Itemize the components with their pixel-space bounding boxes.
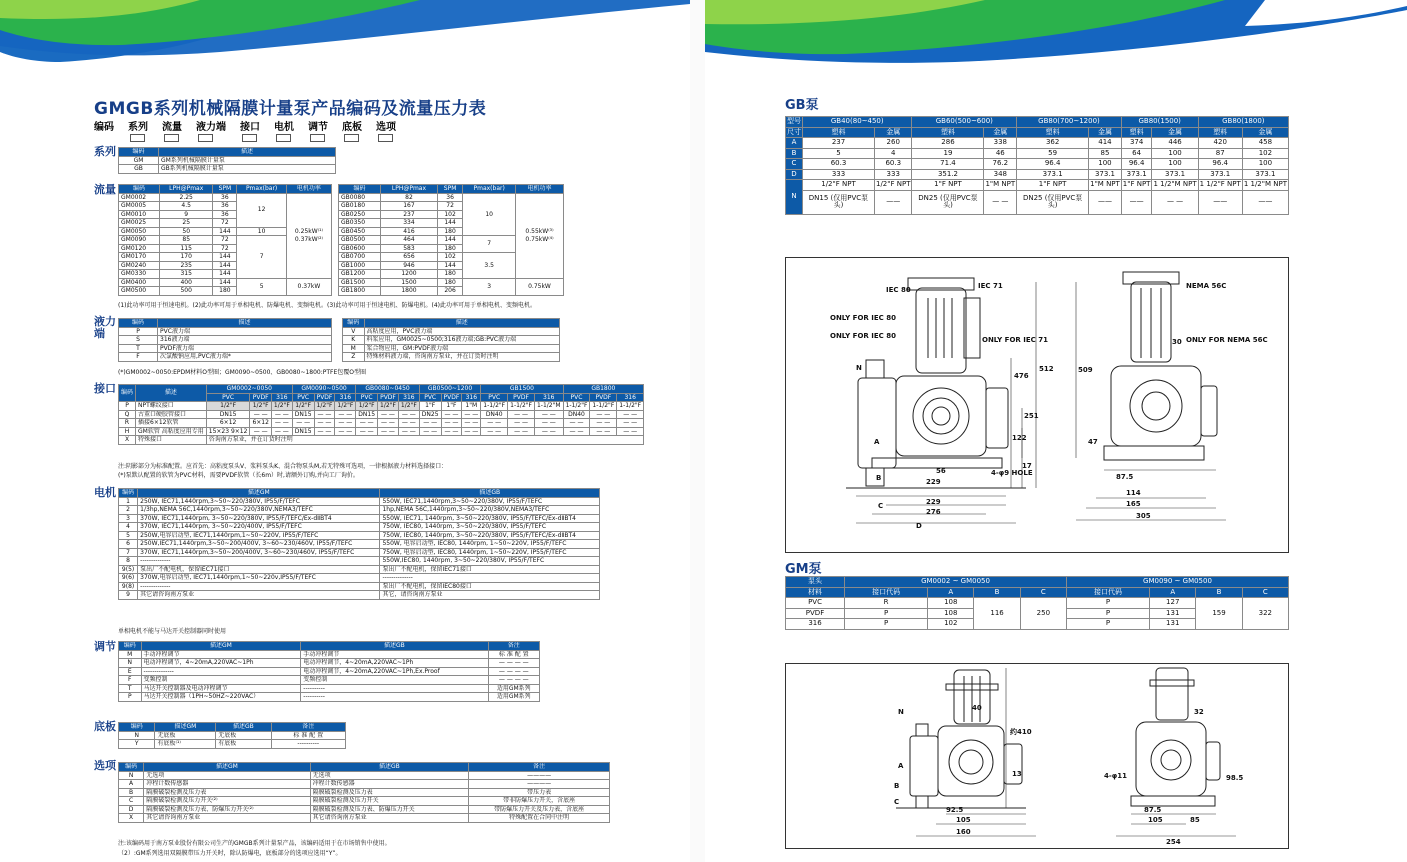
column-header: 描述GB	[310, 763, 469, 772]
gb-label-165: 165	[1126, 500, 1141, 508]
material-header: 金属	[875, 127, 912, 138]
column-subheader: PVC	[356, 393, 378, 402]
table-row	[339, 185, 564, 194]
header-banner	[0, 0, 690, 75]
footnote-2: （2）:GM系列选用双隔膜带压力开关时，除认防爆电，底板部分的选项应选用“Y”。	[118, 850, 342, 857]
flow-note: (1)此功率可用于恒速电机。(2)此功率可用于单相电机、防爆电机、变频电机。(3)此功率可用于恒速电机、防爆电机。(4)此功率可用于单相电机、变频电机。	[118, 302, 536, 309]
table-row	[119, 489, 600, 498]
header-banner-right	[705, 0, 1407, 75]
column-subheader: PVDF	[590, 393, 617, 402]
gb-dimension-table	[785, 116, 1289, 215]
column-header: 描述GM	[144, 763, 310, 772]
column-header: SPM	[437, 185, 463, 194]
table-row: B 隔膜破裂检测及压力表 隔膜破裂检测及压力表 带压力表	[119, 788, 610, 797]
column-header: 编码	[343, 319, 365, 328]
motor-table	[118, 488, 600, 600]
gb-label-229a: 229	[926, 478, 941, 486]
table-row: GB1800 1800 206	[339, 287, 564, 296]
model-header: GB80(1500)	[1121, 117, 1198, 128]
gb-label-only-iec71: ONLY FOR IEC 71	[982, 336, 1048, 344]
column-header: 描述GM	[138, 489, 380, 498]
table-row: P PVC液力端	[119, 327, 332, 336]
table-row: T PVDF液力端	[119, 344, 332, 353]
table-row: 6 250W,IEC71,1440rpm,3~50~200/400V, 3~60~230/460V, IP55/F/TEFC 550W, 电容启动型, IEC80, 1440rpm, 1~50~220V, IP55/F/TEFC	[119, 540, 600, 549]
gb-dimension-drawing	[785, 257, 1289, 553]
column-header: SPM	[213, 185, 237, 194]
material-header: 塑料	[803, 127, 875, 138]
table-row: 3 370W, IEC71,1440rpm, 3~50~220/380V, IP55/F/TEFC/Ex-dⅡBT4 550W, IEC71, 1440rpm, 3~50~220/380V, IP55/F/TEFC/Ex-dⅡBT4	[119, 514, 600, 523]
material-header: 金属	[984, 127, 1017, 138]
table-row: GB0350 334 144	[339, 219, 564, 228]
gm-label-85: 85	[1190, 816, 1200, 824]
column-header: C	[1242, 587, 1288, 598]
table-row: GB1200 1200 180	[339, 270, 564, 279]
gb-label-476: 476	[1014, 372, 1029, 380]
table-row: 8 -------------- 550W,IEC80, 1440rpm, 3~50~220/380V, IP55/F/TEFC	[119, 557, 600, 566]
base-table	[118, 722, 346, 749]
column-header: 编码	[339, 185, 381, 194]
table-row: N 电动冲程调节，4~20mA,220VAC~1Ph 电动冲程调节，4~20mA,220VAC~1Ph — — — —	[119, 659, 540, 668]
page-title: GMGB系列机械隔膜计量泵产品编码及流量压力表	[94, 99, 487, 119]
column-header: GB1800	[563, 385, 644, 394]
gm-drawing-svg	[786, 664, 1288, 848]
column-header: 备注	[271, 723, 345, 732]
column-header: C	[1020, 587, 1066, 598]
column-subheader: PVC	[419, 393, 441, 402]
gm-label-n: N	[898, 708, 904, 716]
column-header: GB0500~1200	[419, 385, 480, 394]
table-row: 9(8) -------------- 泵出厂不配电机，保留IEC80接口	[119, 582, 600, 591]
table-row: D 333 333 351.2 348 373.1 373.1 373.1 373.1 373.1 373.1	[786, 169, 1289, 180]
code-label: 编码	[94, 122, 114, 133]
code-series: 系列	[128, 118, 148, 144]
column-header: 描述	[364, 319, 559, 328]
table-row: 5 250W,电容启动型, IEC71,1440rpm,1~50~220V, IP55/F/TEFC 750W, IEC80, 1440rpm, 3~50~220/380V, IP55/F/TEFC/Ex-dⅡBT4	[119, 531, 600, 540]
column-header: B	[1196, 587, 1242, 598]
right-page	[705, 0, 1407, 862]
model-header: GB60(500~600)	[912, 117, 1017, 128]
column-header: A	[1150, 587, 1196, 598]
section-control: 调节	[94, 640, 116, 653]
gb-label-30: 30	[1172, 338, 1182, 346]
gb-label-only-iec80-1: ONLY FOR IEC 80	[830, 314, 896, 322]
gb-label-229b: 229	[926, 498, 941, 506]
column-header: 描述GB	[380, 489, 600, 498]
gb-label-nema: NEMA 56C	[1186, 282, 1227, 290]
material-header: 塑料	[1198, 127, 1242, 138]
column-subheader: PVC	[481, 393, 508, 402]
gm-label-hole: 4-φ11	[1104, 772, 1127, 780]
gm-label-410: 约410	[1010, 728, 1032, 736]
table-row: H GM软管 高粘度应用专用 15×23 9×12 — — — — DN15 — — — — — — — — — — — — — — — — — — — — — — — — — — — —	[119, 427, 644, 436]
table-row: S 316液力端	[119, 336, 332, 345]
motor-note: 单相电机不能与马达开关控制器同时使用	[118, 628, 227, 635]
column-header: 泵头	[786, 577, 845, 588]
column-header: 备注	[469, 763, 610, 772]
table-row: M 浆合物应用，GM:PVDF液力端	[343, 344, 560, 353]
column-header: 编码	[119, 319, 158, 328]
table-row: F 变频控制 变频控制 — — — —	[119, 676, 540, 685]
column-header: 编码	[119, 763, 144, 772]
gm-label-13: 13	[1012, 770, 1022, 778]
gb-label-17: 17	[1022, 462, 1032, 470]
column-subheader: PVDF	[508, 393, 535, 402]
table-row: PVC R 108 116 250 P 127 159 322	[786, 598, 1289, 609]
table-row: 9(6) 370W,电容启动型, IEC71,1440rpm,1~50~220v,IP55/F/TEFC --------------	[119, 574, 600, 583]
table-row: GM0010 9 36	[119, 210, 332, 219]
table-row: K 料浆应用，GM0025~0500;316液力端;GB:PVC液力端	[343, 336, 560, 345]
table-row: GM0002 2.25 36 12 0.25kW⁽¹⁾ 0.37kW⁽²⁾	[119, 193, 332, 202]
gb-label-251: 251	[1024, 412, 1039, 420]
gb-label-114: 114	[1126, 489, 1141, 497]
table-row: Y 有底板⁽¹⁾ 有底板 ----------	[119, 740, 346, 749]
table-row: GB0600 583 180	[339, 244, 564, 253]
gm-label-875: 87.5	[1144, 806, 1162, 814]
table-row: GB1500 1500 180 3 0.75kW	[339, 278, 564, 287]
column-header: 接口代码	[1066, 587, 1149, 598]
column-header: 编码	[119, 489, 138, 498]
table-row: P NPT螺纹接口 1/2"F 1/2"F 1/2"F 1/2"F 1/2"F 1/2"F 1/2"F 1/2"F 1/2"F 1"F 1"F 1"M 1-1/2"F 1-1/2"F 1-1/2"M 1-1/2"F 1-1/2"F 1-1/2"F	[119, 402, 644, 411]
dimension-label: C	[786, 159, 803, 170]
gb-drawing-svg	[786, 258, 1288, 552]
table-row	[786, 577, 1289, 588]
code-row	[94, 118, 396, 144]
gm-label-105b: 105	[1148, 816, 1163, 824]
table-row: GB1000 946 144	[339, 261, 564, 270]
column-header: 编码	[119, 642, 142, 651]
model-header: GB40(80~450)	[803, 117, 912, 128]
left-page	[0, 0, 690, 862]
column-subheader: PVDF	[441, 393, 462, 402]
table-row: E -------------- 电动冲程调节，4~20mA,220VAC~1Ph,Ex.Proof — — — —	[119, 667, 540, 676]
table-row: GB0450 416 180	[339, 227, 564, 236]
column-subheader: 316	[271, 393, 292, 402]
section-interface: 接口	[94, 382, 116, 395]
gb-label-512: 512	[1039, 365, 1054, 373]
table-row: GM0120 115 72	[119, 244, 332, 253]
column-subheader: PVC	[292, 393, 314, 402]
column-header: LPH@Pmax	[381, 185, 438, 194]
table-row	[786, 587, 1289, 598]
table-row	[343, 319, 560, 328]
gm-label-105: 105	[956, 816, 971, 824]
table-row: PVDF P 108 P 131	[786, 608, 1289, 619]
table-row	[119, 185, 332, 194]
table-row: F 次氯酸钠应用,PVC液力端*	[119, 353, 332, 362]
liquid-note: (*)GM0002~0050:EPDM材料O型圈；GM0090~0500、GB0080~1800:PTFE包覆O型圈	[118, 369, 367, 376]
table-row: GB0180 167 72	[339, 202, 564, 211]
table-row: B 5 4 19 46 59 85 64 100 87 102	[786, 148, 1289, 159]
column-header: 编码	[119, 185, 160, 194]
table-row	[119, 319, 332, 328]
footnote-1: 注:该编码用于南方泵业股份有限公司生产的GMGB系列计量泵产品，该编码适用于在市场销售中使用。	[118, 840, 391, 847]
table-row: GM0330 315 144	[119, 270, 332, 279]
corner-header: 尺寸	[787, 127, 801, 136]
gb-label-iec71: IEC 71	[978, 282, 1003, 290]
table-row: GB0080 82 36 10 0.55kW⁽³⁾ 0.75kW⁽⁴⁾	[339, 193, 564, 202]
column-header: 接口代码	[845, 587, 928, 598]
series-table: 编码 描述 GM GM系列机械隔膜计量泵 GB GB系列机械隔膜计量泵	[118, 147, 336, 174]
section-motor: 电机	[94, 486, 116, 499]
column-header: GM0002 ~ GM0050	[845, 577, 1067, 588]
gb-label-hole: 4-φ9 HOLE	[991, 469, 1033, 477]
gb-label-only-iec80-2: ONLY FOR IEC 80	[830, 332, 896, 340]
table-row: N 无底板 无底板 标 准 配 置	[119, 731, 346, 740]
table-row: GB0250 237 102	[339, 210, 564, 219]
table-row: GM GM系列机械隔膜计量泵	[119, 156, 336, 165]
column-subheader: 316	[335, 393, 356, 402]
table-row: 9 其它请咨询南方泵业 其它，请咨询南方泵业	[119, 591, 600, 600]
table-row: N 1/2"F NPT 1/2"F NPT 1"F NPT 1"M NPT 1"F NPT 1"M NPT 1"F NPT 1 1/2"M NPT 1 1/2"F NPT 1 1/2"M NPT	[786, 180, 1289, 191]
column-header: 描述GM	[141, 642, 301, 651]
table-row: 4 370W, IEC71,1440rpm, 3~50~220/400V, IP55/F/TEFC 750W, IEC80, 1440rpm, 3~50~220/380V, IP55/F/TEFC	[119, 523, 600, 532]
column-subheader: 316	[534, 393, 563, 402]
table-row: 1 250W, IEC71,1440rpm,3~50~220/380V, IP55/F/TEFC 550W, IEC71,1440rpm,3~50~220/380V, IP55/F/TEFC	[119, 497, 600, 506]
code-base: 底板	[342, 118, 362, 144]
table-row: 316 P 102 P 131	[786, 619, 1289, 630]
gb-label-a: A	[874, 438, 880, 446]
table-row: Q 古董口硬胶管接口 DN15 — — — — DN15 — — — — DN15 — — — — DN25 — — — — DN40 — — — — DN40 — — — —	[119, 410, 644, 419]
model-header: GB80(1800)	[1198, 117, 1288, 128]
code-options: 选项	[376, 118, 396, 144]
column-header: Pmax(bar)	[463, 185, 516, 194]
column-header: 编码	[119, 723, 155, 732]
column-header: 描述GM	[155, 723, 216, 732]
dimension-label: D	[786, 169, 803, 180]
interface-note-2: (*)泵默认配置的软管为PVC材料，需要PVDF软管（长6m）时,请额外订购,并向工厂询价。	[118, 472, 359, 479]
gb-label-d: D	[916, 522, 922, 530]
column-header: GM0090 ~ GM0500	[1066, 577, 1288, 588]
gm-label-c: C	[894, 798, 900, 806]
gm-title: GM泵	[785, 562, 822, 577]
column-subheader: PVDF	[314, 393, 335, 402]
gm-label-32: 32	[1194, 708, 1204, 716]
dimension-label: B	[786, 148, 803, 159]
table-row	[119, 642, 540, 651]
gb-label-509: 509	[1078, 366, 1093, 374]
table-row: GM0090 85 72 7	[119, 236, 332, 245]
table-row: GB GB系列机械隔膜计量泵	[119, 165, 336, 174]
column-header: 描述	[136, 385, 207, 402]
table-row: GB0700 656 102 3.5	[339, 253, 564, 262]
table-row: GM0170 170 144	[119, 253, 332, 262]
gb-label-122: 122	[1012, 434, 1027, 442]
column-header: A	[928, 587, 974, 598]
column-subheader: PVDF	[250, 393, 271, 402]
column-header: LPH@Pmax	[160, 185, 213, 194]
table-row: V 高粘度应用，PVC液力端	[343, 327, 560, 336]
table-row	[119, 385, 644, 394]
table-row	[119, 723, 346, 732]
table-row: N 无选项 无选项 ————	[119, 771, 610, 780]
table-row: T 马达开关控制器及电动冲程调节 ---------- 适用GM系列	[119, 684, 540, 693]
model-header: GB80(700~1200)	[1017, 117, 1122, 128]
table-row: R 插接6×12软管 6×12 6×12 — — — — — — — — — — — — — — — — — — — — — — — — — — — — — — — —	[119, 419, 644, 428]
table-row: 7 370W, IEC71,1440rpm,3~50~200/400V, 3~60~230/460V, IP55/F/TEFC 750W, 电容启动型, IEC80, 1440rpm, 1~50~220V, IP55/F/TEFC	[119, 548, 600, 557]
material-header: 塑料	[1121, 127, 1152, 138]
code-motor: 电机	[274, 118, 294, 144]
material-header: 金属	[1152, 127, 1198, 138]
table-row	[119, 763, 610, 772]
column-header: Pmax(bar)	[237, 185, 286, 194]
table-row: A 237 260 286 338 362 414 374 446 420 458	[786, 138, 1289, 149]
gm-label-985: 98.5	[1226, 774, 1244, 782]
table-row: P 马达开关控制器（1PH~50HZ~220VAC） ---------- 适用GM系列	[119, 693, 540, 702]
liquid-right-table	[342, 318, 560, 362]
page-gutter	[690, 0, 705, 862]
table-row: D 隔膜破裂检测及压力表、防爆压力开关⁽²⁾ 隔膜破裂检测及压力表、防爆压力开关 带防爆压力开关及压力表，含底座	[119, 805, 610, 814]
control-table	[118, 641, 540, 702]
table-row	[786, 117, 1289, 128]
table-row: Z 特殊材料液力端，咨询南方泵业，并在订货时注明	[343, 353, 560, 362]
section-flow: 流量	[94, 183, 116, 196]
interface-table	[118, 384, 644, 445]
dimension-label: N	[786, 180, 803, 215]
table-row: GM0240 235 144	[119, 261, 332, 270]
gb-label-n: N	[856, 364, 862, 372]
material-header: 金属	[1242, 127, 1288, 138]
table-row: C 60.3 60.3 71.4 76.2 96.4 100 96.4 100 96.4 100	[786, 159, 1289, 170]
code-liquid: 液力端	[196, 118, 226, 144]
section-base: 底板	[94, 720, 116, 733]
gm-label-40: 40	[972, 704, 982, 712]
column-header: 描述	[158, 319, 332, 328]
column-subheader: PVDF	[378, 393, 399, 402]
table-row	[786, 127, 1289, 138]
gb-label-iec80: IEC 80	[886, 286, 911, 294]
table-row: C 隔膜破裂检测及压力开关⁽²⁾ 隔膜破裂检测及压力开关 带非防爆压力开关，含底座	[119, 797, 610, 806]
gm-label-160: 160	[956, 828, 971, 836]
code-interface: 接口	[240, 118, 260, 144]
column-header: GM0090~0500	[292, 385, 356, 394]
gb-label-47: 47	[1088, 438, 1098, 446]
code-control: 调节	[308, 118, 328, 144]
table-row: DN15 (仅用PVC泵头) —— DN25 (仅用PVC泵头) — — DN25 (仅用PVC泵头) —— —— — — —— ——	[786, 190, 1289, 214]
table-row: GM0500 500 180	[119, 287, 332, 296]
gm-dimension-table	[785, 576, 1289, 630]
column-header: GM0002~0050	[206, 385, 292, 394]
flow-gb-table	[338, 184, 564, 296]
gb-label-276: 276	[926, 508, 941, 516]
table-row: X 特殊接口 咨询南方泵业，并在订货时注明	[119, 436, 644, 445]
interface-note-1: 注:阴影部分为标准配置。应首先：高粘度泵头V、浆料泵头K、混合物泵头M,若无特殊可选项，一律根据液力材料选择接口：	[118, 463, 448, 470]
section-liquid: 液力端	[94, 315, 116, 340]
material-header: 金属	[1089, 127, 1122, 138]
gb-label-56: 56	[936, 467, 946, 475]
code-flow: 流量	[162, 118, 182, 144]
table-row: GM0400 400 144 5 0.37kW	[119, 278, 332, 287]
section-options: 选项	[94, 759, 116, 772]
column-header: 描述GB	[301, 642, 488, 651]
liquid-left-table	[118, 318, 332, 362]
table-row: GM0005 4.5 36	[119, 202, 332, 211]
dimension-label: A	[786, 138, 803, 149]
options-table	[118, 762, 610, 823]
table-row: M 手动冲程调节 手动冲程调节 标 准 配 置	[119, 650, 540, 659]
material-header: 塑料	[912, 127, 984, 138]
gm-label-925: 92.5	[946, 806, 964, 814]
gm-dimension-drawing	[785, 663, 1289, 849]
gb-title: GB泵	[785, 98, 819, 113]
table-row: GM0050 50 144 10	[119, 227, 332, 236]
table-row: X 其它请咨询南方泵业 其它请咨询南方泵业 特殊配置在合同中注明	[119, 814, 610, 823]
gb-label-305: 305	[1136, 512, 1151, 520]
table-row: 2 1/3hp,NEMA 56C,1440rpm,3~50~220/380V,NEMA3/TEFC 1hp,NEMA 56C,1440rpm,3~50~220/380V,NEMA3/TEFC	[119, 506, 600, 515]
column-header: 描述GB	[216, 723, 271, 732]
gb-label-only-nema: ONLY FOR NEMA 56C	[1186, 336, 1268, 344]
column-subheader: 316	[617, 393, 644, 402]
table-row: A 冲程计数传感器 冲程计数传感器 ————	[119, 780, 610, 789]
column-header: 编码	[119, 385, 136, 402]
gb-label-87: 87.5	[1116, 473, 1134, 481]
table-row: GM0025 25 72	[119, 219, 332, 228]
column-header: GB0080~0450	[356, 385, 420, 394]
gm-label-254: 254	[1166, 838, 1181, 846]
column-header: B	[974, 587, 1020, 598]
flow-gm-table	[118, 184, 332, 296]
column-header: 电机功率	[286, 185, 331, 194]
column-subheader: 316	[398, 393, 419, 402]
gm-label-b: B	[894, 782, 900, 790]
column-header: 材料	[786, 587, 845, 598]
column-header: 备注	[488, 642, 539, 651]
table-row: GB0500 464 144 7	[339, 236, 564, 245]
gb-label-b: B	[876, 474, 882, 482]
table-row: 9(5) 泵出厂不配电机，保留IEC71接口 泵出厂不配电机，保留IEC71接口	[119, 565, 600, 574]
column-subheader: PVC	[206, 393, 250, 402]
column-header: GB1500	[481, 385, 563, 394]
material-header: 塑料	[1017, 127, 1089, 138]
column-subheader: PVC	[563, 393, 590, 402]
section-series: 系列	[94, 145, 116, 158]
gm-label-a: A	[898, 762, 904, 770]
column-subheader: 316	[462, 393, 481, 402]
gb-label-c: C	[878, 502, 884, 510]
corner-header: 型号	[787, 117, 801, 125]
column-header: 电机功率	[515, 185, 563, 194]
